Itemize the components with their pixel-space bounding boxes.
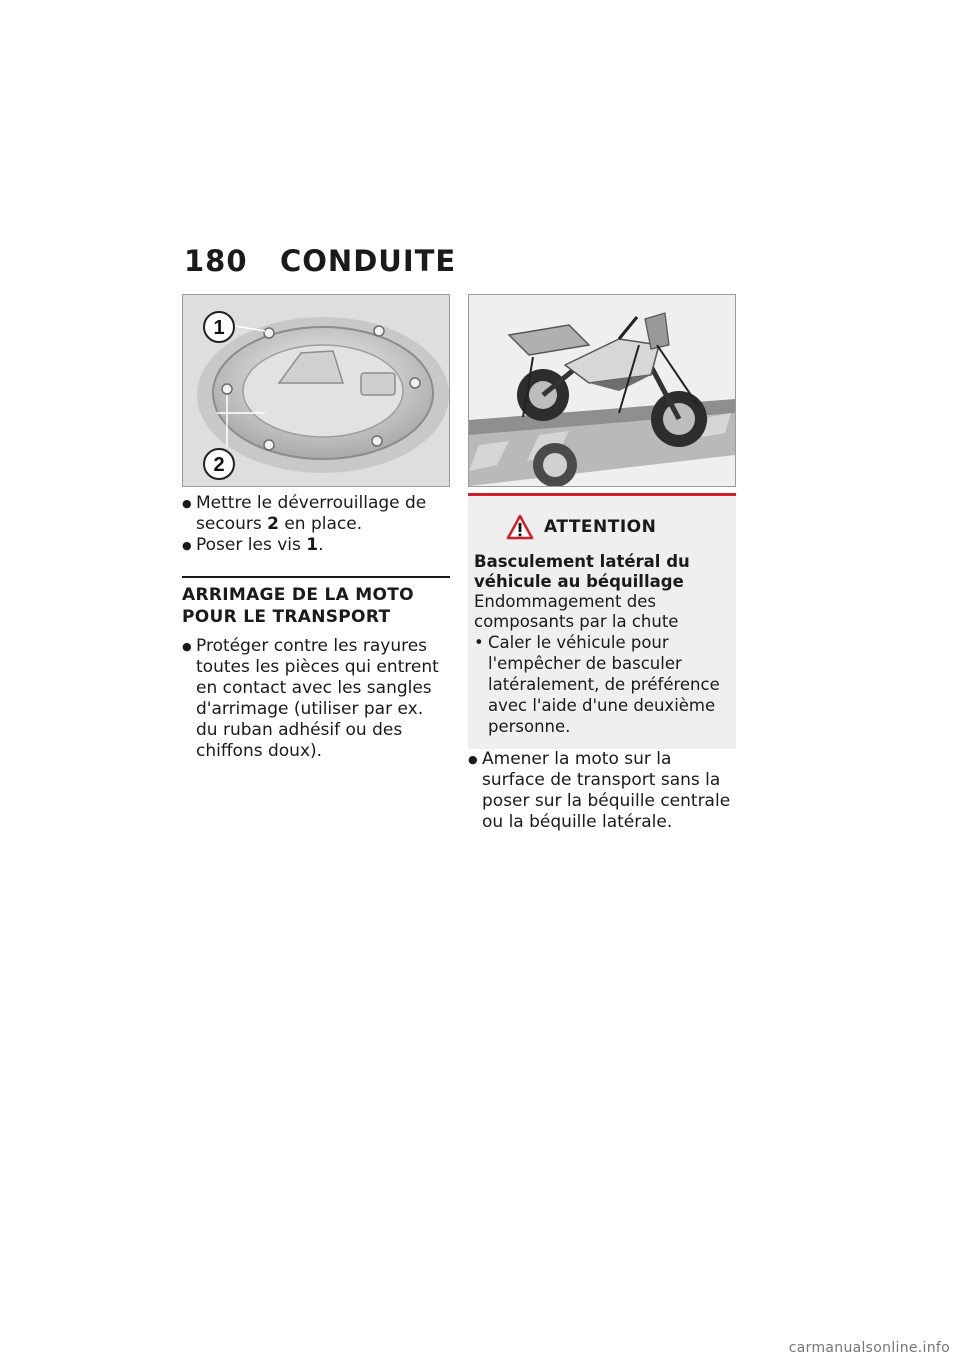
motorcycle-on-trailer-drawing [469,295,735,486]
warning-header [474,514,726,540]
fuel-cap-illustration [182,294,450,487]
warning-box [468,493,736,749]
fuel-cap-drawing [183,295,449,486]
page-number: 180 [184,244,248,278]
motorcycle-trailer-photo [468,294,736,487]
transport-steps [182,636,450,762]
page-header [184,244,456,278]
list-item: ● Amener la moto sur la surface de transport sans la poser sur la béquille centrale ou la béquille latérale. [468,749,736,833]
svg-text:1: 1 [213,317,225,339]
warning-triangle-icon [506,514,534,540]
watermark: carmanualsonline.info [788,1340,950,1356]
fuel-cap-steps [182,493,450,556]
loading-steps [468,749,736,833]
svg-text:2: 2 [213,454,225,476]
right-column [468,294,736,833]
list-item: ● Mettre le déverrouillage de secours 2 en place. [182,493,450,535]
chapter-title: CONDUITE [280,244,457,278]
list-item: ● Protéger contre les rayures toutes les pièces qui entrent en contact avec les sangles d'arrimage (utiliser par ex. du ruban adhésif ou des chiffons doux). [182,636,450,762]
section-heading: ARRIMAGE DE LA MOTO POUR LE TRANSPORT [182,576,450,628]
left-column [182,294,450,762]
warning-actions [474,632,726,737]
warning-consequence: Endommagement des composants par la chute [474,592,679,631]
list-item: • Caler le véhicule pour l'empêcher de basculer latéralement, de préférence avec l'aide d'une deuxième personne. [474,632,726,737]
list-item: ● Poser les vis 1. [182,535,450,556]
warning-title: ATTENTION [544,517,657,537]
warning-subject: Basculement latéral du véhicule au béquillage [474,552,690,591]
